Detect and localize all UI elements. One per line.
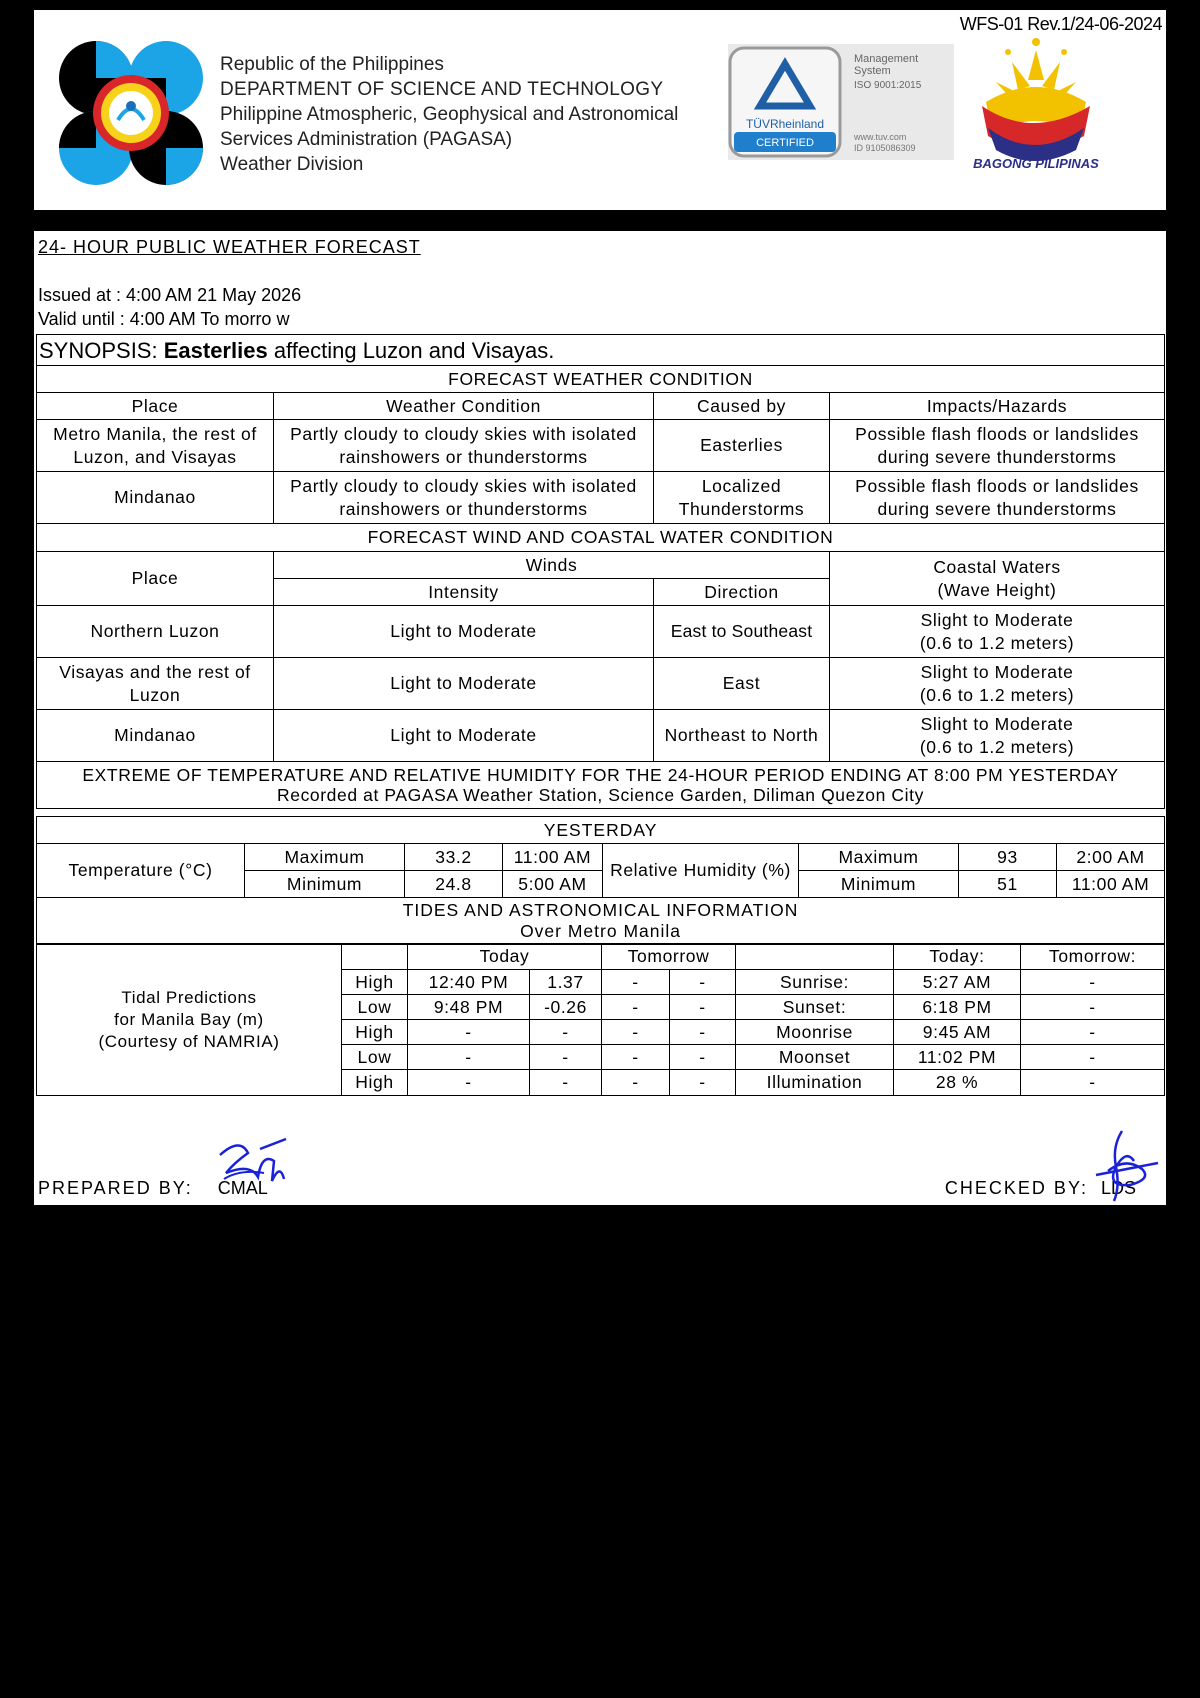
astro-label: Illumination <box>736 1070 894 1096</box>
wind-header-place: Place <box>37 552 274 606</box>
rh-min-value: 51 <box>959 871 1057 898</box>
rh-max-label: Maximum <box>799 844 959 871</box>
weather-place: Metro Manila, the rest of Luzon, and Visayas <box>37 420 274 472</box>
extreme-subtitle: Recorded at PAGASA Weather Station, Science Garden, Diliman Quezon City <box>277 785 924 805</box>
temperature-label: Temperature (°C) <box>37 844 245 898</box>
tide-type: High <box>342 970 408 995</box>
tide-tomorrow-height: - <box>670 995 736 1020</box>
weather-row <box>37 420 1165 472</box>
wave-height: (0.6 to 1.2 meters) <box>919 736 1075 757</box>
wind-intensity: Light to Moderate <box>274 658 654 710</box>
weather-header-cause: Caused by <box>654 393 830 420</box>
wave-height-label: (Wave Height) <box>937 579 1057 600</box>
tide-height: - <box>530 1020 602 1045</box>
tide-time: - <box>408 1045 530 1070</box>
wind-row <box>37 658 1165 710</box>
weather-header-place: Place <box>37 393 274 420</box>
astro-label-header <box>736 944 894 970</box>
astro-label: Moonrise <box>736 1020 894 1045</box>
astro-tomorrow: - <box>1021 995 1165 1020</box>
temp-min-time: 5:00 AM <box>503 871 603 898</box>
humidity-label: Relative Humidity (%) <box>603 844 799 898</box>
synopsis-system: Easterlies <box>163 337 268 363</box>
weather-row <box>37 472 1165 524</box>
tides-table <box>36 943 1165 1096</box>
checked-by-name: LDS <box>1100 1178 1136 1198</box>
wind-header-winds: Winds <box>274 552 830 579</box>
tuv-certified: CERTIFIED <box>756 137 814 149</box>
tide-tomorrow-height: - <box>670 1045 736 1070</box>
coastal-condition: Slight to Moderate <box>920 661 1074 682</box>
tide-tomorrow-time: - <box>602 1045 670 1070</box>
tide-tomorrow-height: - <box>670 970 736 995</box>
wind-direction: East to Southeast <box>654 606 830 658</box>
tidal-line-1: Tidal Predictions <box>121 987 257 1007</box>
extreme-header <box>37 762 1165 809</box>
astro-label: Sunrise: <box>736 970 894 995</box>
weather-place: Mindanao <box>37 472 274 524</box>
astro-today: 6:18 PM <box>894 995 1021 1020</box>
agency-line-dost: DEPARTMENT OF SCIENCE AND TECHNOLOGY <box>220 79 664 100</box>
wind-intensity: Light to Moderate <box>274 710 654 762</box>
cert-line-2: System <box>854 65 891 77</box>
tide-time: 9:48 PM <box>408 995 530 1020</box>
tide-type: High <box>342 1020 408 1045</box>
cert-id: ID 9105086309 <box>854 143 916 153</box>
tidal-predictions-label <box>37 944 342 1096</box>
astro-tomorrow: - <box>1021 1070 1165 1096</box>
tidal-line-2: for Manila Bay (m) <box>114 1009 264 1029</box>
astro-today-header: Today: <box>894 944 1021 970</box>
coastal-condition: Slight to Moderate <box>920 609 1074 630</box>
astro-today: 11:02 PM <box>894 1045 1021 1070</box>
prepared-signature <box>210 1133 290 1197</box>
weather-condition: Partly cloudy to cloudy skies with isolated rainshowers or thunderstorms <box>274 472 654 524</box>
coastal-cell <box>830 710 1165 762</box>
tide-type: Low <box>342 995 408 1020</box>
agency-line-division: Weather Division <box>220 154 364 175</box>
tide-tomorrow-header: Tomorrow <box>602 944 736 970</box>
weather-header-impacts: Impacts/Hazards <box>830 393 1165 420</box>
astro-tomorrow-header: Tomorrow: <box>1021 944 1165 970</box>
rh-max-time: 2:00 AM <box>1057 844 1165 871</box>
wind-header-coastal <box>830 552 1165 606</box>
weather-cause: Easterlies <box>654 420 830 472</box>
bagong-pilipinas-text: BAGONG PILIPINAS <box>973 156 1099 171</box>
tide-type: Low <box>342 1045 408 1070</box>
forecast-table <box>36 334 1165 809</box>
temp-max-label: Maximum <box>245 844 405 871</box>
wind-direction: Northeast to North <box>654 710 830 762</box>
weather-section-header: FORECAST WEATHER CONDITION <box>37 366 1165 393</box>
form-code: WFS-01 Rev.1/24-06-2024 <box>959 14 1162 34</box>
letterhead <box>34 10 1166 210</box>
tide-tomorrow-time: - <box>602 1070 670 1096</box>
astro-tomorrow: - <box>1021 1020 1165 1045</box>
astro-tomorrow: - <box>1021 970 1165 995</box>
weather-condition: Partly cloudy to cloudy skies with isolated rainshowers or thunderstorms <box>274 420 654 472</box>
wind-place: Visayas and the rest of Luzon <box>37 658 274 710</box>
tide-time: - <box>408 1070 530 1096</box>
weather-impact: Possible flash floods or landslides during severe thunderstorms <box>830 472 1165 524</box>
temperature-humidity-table <box>36 816 1165 945</box>
wind-intensity: Light to Moderate <box>274 606 654 658</box>
wind-row <box>37 710 1165 762</box>
temp-max-value: 33.2 <box>405 844 503 871</box>
temp-min-label: Minimum <box>245 871 405 898</box>
tuv-certification-badge <box>728 44 954 160</box>
wind-header-direction: Direction <box>654 579 830 606</box>
synopsis-text: affecting Luzon and Visayas. <box>273 337 555 363</box>
wind-section-header: FORECAST WIND AND COASTAL WATER CONDITION <box>37 524 1165 552</box>
tuv-logo-icon <box>728 44 954 160</box>
cert-web: www.tuv.com <box>854 132 907 142</box>
valid-until: Valid until : 4:00 AM To morro w <box>38 309 290 329</box>
coastal-cell <box>830 658 1165 710</box>
tide-time: 12:40 PM <box>408 970 530 995</box>
issue-info <box>38 283 301 331</box>
agency-line-pagasa-2: Services Administration (PAGASA) <box>220 129 513 150</box>
extreme-title: EXTREME OF TEMPERATURE AND RELATIVE HUMIDITY FOR THE 24-HOUR PERIOD ENDING AT 8:00 PM YESTERDAY <box>82 765 1119 785</box>
tide-height: 1.37 <box>530 970 602 995</box>
agency-line-republic: Republic of the Philippines <box>220 54 444 75</box>
rh-min-label: Minimum <box>799 871 959 898</box>
tuv-brand: TÜVRheinland <box>745 117 825 131</box>
astro-label: Moonset <box>736 1045 894 1070</box>
wave-height: (0.6 to 1.2 meters) <box>919 632 1075 653</box>
coastal-cell <box>830 606 1165 658</box>
tide-tomorrow-time: - <box>602 970 670 995</box>
tide-time: - <box>408 1020 530 1045</box>
wave-height: (0.6 to 1.2 meters) <box>919 684 1075 705</box>
tide-height: -0.26 <box>530 995 602 1020</box>
prepared-by-name: CMAL <box>217 1178 268 1198</box>
bagong-pilipinas-logo <box>968 32 1104 172</box>
rh-min-time: 11:00 AM <box>1057 871 1165 898</box>
astro-label: Sunset: <box>736 995 894 1020</box>
temp-min-value: 24.8 <box>405 871 503 898</box>
prepared-by-label: PREPARED BY: <box>38 1178 193 1198</box>
tide-tomorrow-time: - <box>602 995 670 1020</box>
astro-today: 5:27 AM <box>894 970 1021 995</box>
cert-line-3: ISO 9001:2015 <box>854 80 922 91</box>
forecast-document <box>34 231 1166 1205</box>
tide-tomorrow-height: - <box>670 1070 736 1096</box>
checked-by-label: CHECKED BY: <box>944 1178 1088 1198</box>
wind-direction: East <box>654 658 830 710</box>
agency-line-pagasa-1: Philippine Atmospheric, Geophysical and Astronomical <box>220 104 679 125</box>
tide-today-header: Today <box>408 944 602 970</box>
tides-title: TIDES AND ASTRONOMICAL INFORMATION <box>402 900 799 920</box>
synopsis <box>37 335 1165 366</box>
wind-place: Mindanao <box>37 710 274 762</box>
temp-max-time: 11:00 AM <box>503 844 603 871</box>
rh-max-value: 93 <box>959 844 1057 871</box>
agency-name-block <box>220 52 678 177</box>
pagasa-logo <box>56 38 206 188</box>
tide-type-header <box>342 944 408 970</box>
astro-today: 28 % <box>894 1070 1021 1096</box>
tide-type: High <box>342 1070 408 1096</box>
wind-place: Northern Luzon <box>37 606 274 658</box>
document-title: 24- HOUR PUBLIC WEATHER FORECAST <box>38 237 421 257</box>
checked-signature <box>1086 1127 1164 1205</box>
tide-height: - <box>530 1045 602 1070</box>
wind-header-intensity: Intensity <box>274 579 654 606</box>
tides-header <box>37 898 1165 945</box>
weather-cause: Localized Thunderstorms <box>654 472 830 524</box>
astro-today: 9:45 AM <box>894 1020 1021 1045</box>
astro-tomorrow: - <box>1021 1045 1165 1070</box>
cert-line-1: Management <box>854 53 919 65</box>
weather-impact: Possible flash floods or landslides during severe thunderstorms <box>830 420 1165 472</box>
tide-tomorrow-time: - <box>602 1020 670 1045</box>
yesterday-header: YESTERDAY <box>37 817 1165 844</box>
wind-row <box>37 606 1165 658</box>
coastal-condition: Slight to Moderate <box>920 713 1074 734</box>
tides-subtitle: Over Metro Manila <box>520 921 681 941</box>
tidal-line-3: (Courtesy of NAMRIA) <box>98 1031 280 1051</box>
tide-tomorrow-height: - <box>670 1020 736 1045</box>
synopsis-label: SYNOPSIS: <box>39 337 158 363</box>
coastal-waters-label: Coastal Waters <box>933 556 1061 577</box>
tide-height: - <box>530 1070 602 1096</box>
issued-at: Issued at : 4:00 AM 21 May 2026 <box>38 285 302 305</box>
weather-header-condition: Weather Condition <box>274 393 654 420</box>
